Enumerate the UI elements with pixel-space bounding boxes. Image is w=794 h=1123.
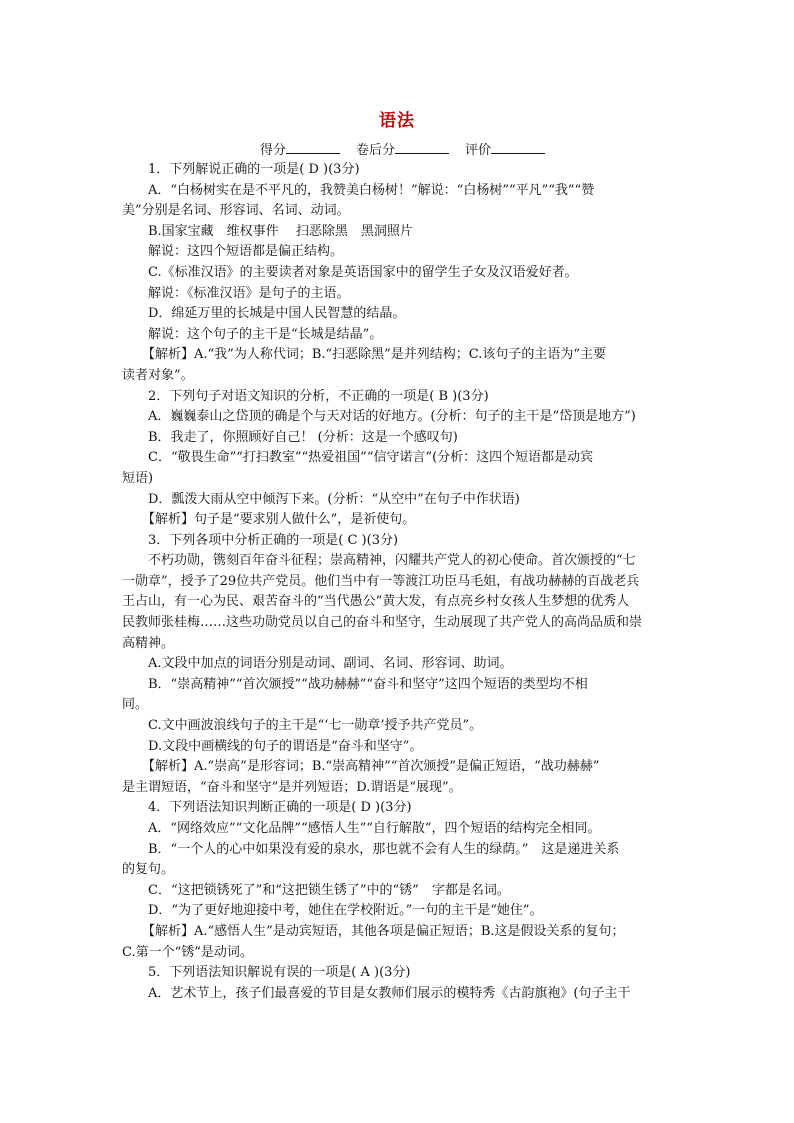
text-line: 高精神。	[122, 635, 175, 651]
text-line: 不朽功勋，镌刻百年奋斗征程；崇高精神，闪耀共产党人的初心使命。首次颁授的“七	[148, 553, 636, 569]
text-line: D．“为了更好地迎接中考，她住在学校附近。”一句的主干是“她住”。	[148, 903, 543, 919]
text-line: 解说：这四个短语都是偏正结构。	[148, 244, 344, 260]
question-content	[122, 160, 678, 1004]
text-line: A．“白杨树实在是不平凡的，我赞美白杨树！”解说：“白杨树”“平凡”“我”“赞	[148, 182, 595, 198]
text-line: 1．下列解说正确的一项是( D )(3分)	[148, 162, 360, 177]
final-score-blank	[395, 141, 449, 154]
text-line: 【解析】句子是“要求别人做什么”，是祈使句。	[142, 512, 416, 528]
text-line: D．绵延万里的长城是中国人民智慧的结晶。	[148, 306, 406, 322]
text-line: B．“崇高精神”“首次颁授”“战功赫赫”“奋斗和坚守”这四个短语的类型均不相	[148, 676, 588, 692]
evaluation-label: 评价	[465, 143, 492, 158]
score-row	[260, 139, 561, 158]
text-line: 同。	[122, 697, 149, 713]
score-label: 得分	[260, 143, 287, 158]
text-line: 解说：《标准汉语》是句子的主语。	[148, 285, 350, 301]
text-line: 2．下列句子对语文知识的分析，不正确的一项是( B )(3分)	[148, 388, 489, 404]
text-line: C.《标准汉语》的主要读者对象是英语国家中的留学生子女及汉语爱好者。	[148, 264, 578, 280]
text-line: C．“这把锁锈死了”和“这把锁生锈了”中的“锈” 字都是名词。	[148, 882, 510, 898]
text-line: D．瓢泼大雨从空中倾泻下来。(分析：“从空中”在句子中作状语)	[148, 491, 520, 507]
text-line: B．“一个人的心中如果没有爱的泉水，那也就不会有人生的绿荫。” 这是递进关系	[148, 841, 620, 857]
final-score-label: 卷后分	[356, 143, 396, 158]
text-line: D.文段中画横线的句子的谓语是“奋斗和坚守”。	[148, 738, 423, 754]
text-line: 【解析】A.“感悟人生”是动宾短语，其他各项是偏正短语；B.这是假设关系的复句；	[142, 923, 625, 939]
text-line: 读者对象”。	[122, 367, 194, 383]
text-line: 【解析】A.“崇高”是形容词；B.“崇高精神”“首次颁授”是偏正短语，“战功赫赫”	[142, 759, 600, 775]
text-line: B．我走了，你照顾好自己！ (分析：这是一个感叹句)	[148, 429, 458, 445]
text-line: 的复句。	[122, 862, 175, 878]
text-line: 4．下列语法知识判断正确的一项是( D )(3分)	[148, 800, 412, 816]
text-line: 是主谓短语，“奋斗和坚守”是并列短语；D.谓语是“展现”。	[122, 779, 462, 795]
text-line: 一勋章”，授予了29位共产党员。他们当中有一等渡江功臣马毛姐，有战功赫赫的百战老兵	[122, 573, 640, 589]
text-line: 解说：这个句子的主干是“长城是结晶”。	[148, 326, 383, 342]
text-line: 王占山，有一心为民、艰苦奋斗的“当代愚公”黄大发，有点亮乡村女孩人生梦想的优秀人	[122, 594, 630, 610]
text-line: A．“网络效应”“文化品牌”“感悟人生”“自行解散”，四个短语的结构完全相同。	[148, 821, 601, 836]
text-line: 美”分别是名词、形容词、名词、动词。	[122, 203, 350, 219]
text-line: 5．下列语法知识解说有误的一项是( A )(3分)	[148, 965, 411, 981]
text-line: 民教师张桂梅……这些功勋党员以自己的奋斗和坚守，生动展现了共产党人的高尚品质和崇	[122, 615, 643, 631]
text-line: A．巍巍泰山之岱顶的确是个与天对话的好地方。(分析：句子的主干是“岱顶是地方”)	[148, 409, 636, 425]
text-line: 【解析】A.“我”为人称代词；B.“扫恶除黑”是并列结构；C.该句子的主语为“主要	[142, 347, 607, 363]
text-line: A.文段中加点的词语分别是动词、副词、名词、形容词、助词。	[148, 656, 513, 672]
score-blank	[286, 141, 340, 154]
evaluation-blank	[491, 141, 545, 154]
page-title: 语法	[379, 111, 415, 131]
text-line: C.第一个“锈”是动词。	[122, 944, 253, 960]
text-line: B.国家宝藏 维权事件 扫恶除黑 黑洞照片	[148, 223, 413, 239]
text-line: C.文中画波浪线句子的主干是“‘七一勋章’授予共产党员”。	[148, 718, 483, 734]
text-line: A．艺术节上，孩子们最喜爱的节目是女教师们展示的模特秀《古韵旗袍》(句子主干	[148, 985, 631, 1001]
text-line: 短语)	[122, 470, 154, 486]
text-line: 3．下列各项中分析正确的一项是( C )(3分)	[148, 532, 399, 548]
text-line: C．“敬畏生命”“打扫教室”“热爱祖国”“信守诺言”(分析：这四个短语都是动宾	[148, 450, 594, 466]
